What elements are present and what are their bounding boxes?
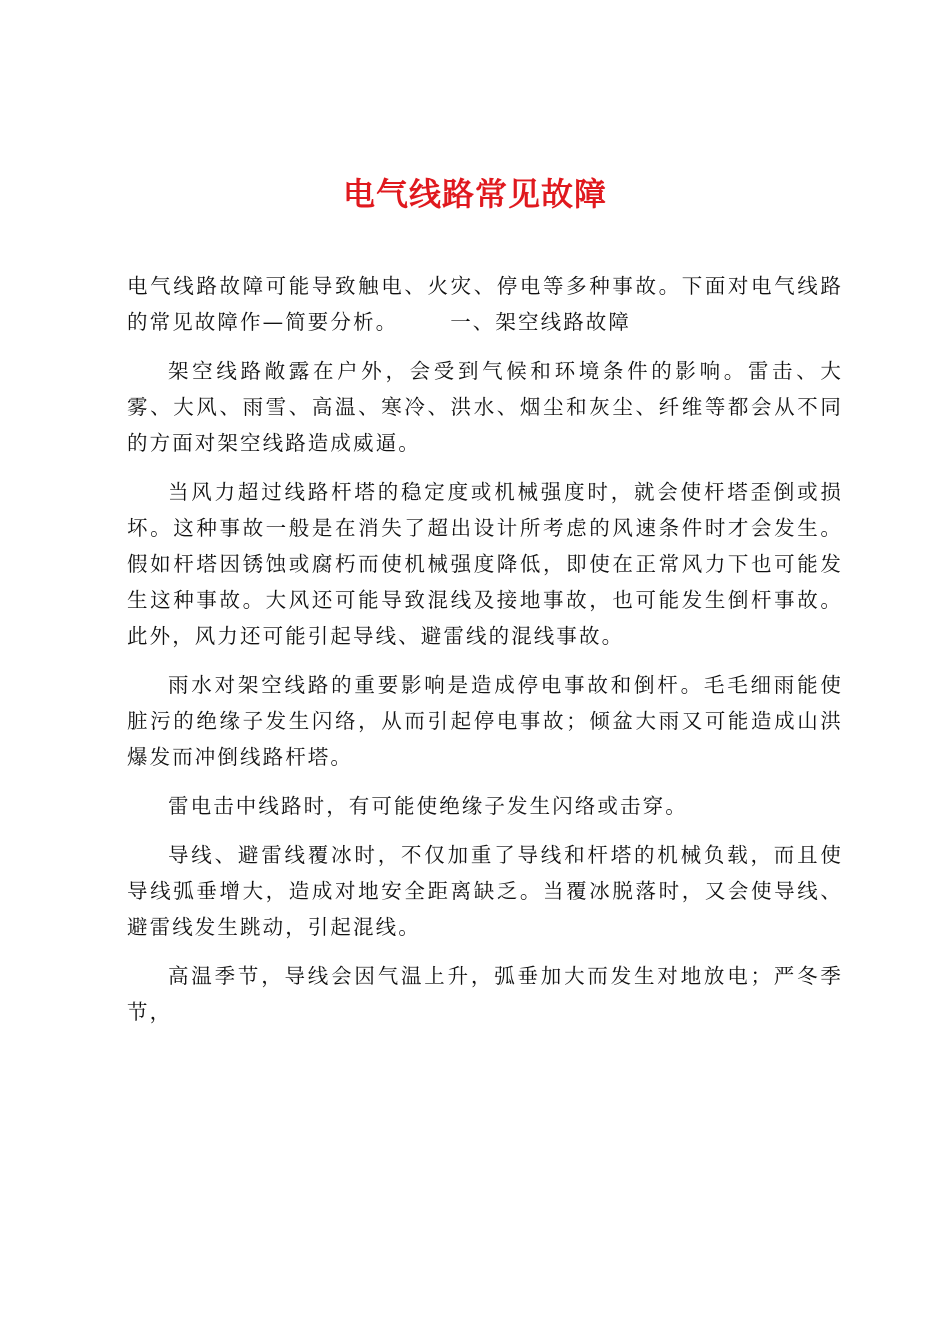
section-heading-overhead-line-faults: 一、架空线路故障 bbox=[450, 310, 632, 334]
paragraph-icing: 导线、避雷线覆冰时，不仅加重了导线和杆塔的机械负载，而且使导线弧垂增大，造成对地安全距离缺乏。当覆冰脱落时，又会使导线、避雷线发生跳动，引起混线。 bbox=[127, 843, 843, 939]
paragraph-wind: 当风力超过线路杆塔的稳定度或机械强度时，就会使杆塔歪倒或损坏。这种事故一般是在消失了超出设计所考虑的风速条件时才会发生。假如杆塔因锈蚀或腐朽而使机械强度降低，即使在正常风力下也可能发生这种事故。大风还可能导致混线及接地事故，也可能发生倒杆事故。此外，风力还可能引起导线、避雷线的混线事故。 bbox=[127, 480, 843, 648]
paragraph-rain: 雨水对架空线路的重要影响是造成停电事故和倒杆。毛毛细雨能使脏污的绝缘子发生闪络，从而引起停电事故；倾盆大雨又可能造成山洪爆发而冲倒线路杆塔。 bbox=[127, 673, 843, 769]
paragraph-lightning: 雷电击中线路时，有可能使绝缘子发生闪络或击穿。 bbox=[168, 794, 688, 818]
document-body bbox=[127, 268, 843, 1043]
intro-paragraph bbox=[127, 268, 843, 340]
intro-text: 电气线路故障可能导致触电、火灾、停电等多种事故。下面对电气线路的常见故障作—简要分析。 bbox=[127, 274, 843, 334]
paragraph-temperature: 高温季节，导线会因气温上升，弧垂加大而发生对地放电；严冬季节， bbox=[127, 964, 843, 1024]
paragraph-weather-influence: 架空线路敞露在户外，会受到气候和环境条件的影响。雷击、大雾、大风、雨雪、高温、寒冷、洪水、烟尘和灰尘、纤维等都会从不同的方面对架空线路造成威逼。 bbox=[127, 359, 843, 455]
document-title: 电气线路常见故障 bbox=[342, 175, 607, 213]
